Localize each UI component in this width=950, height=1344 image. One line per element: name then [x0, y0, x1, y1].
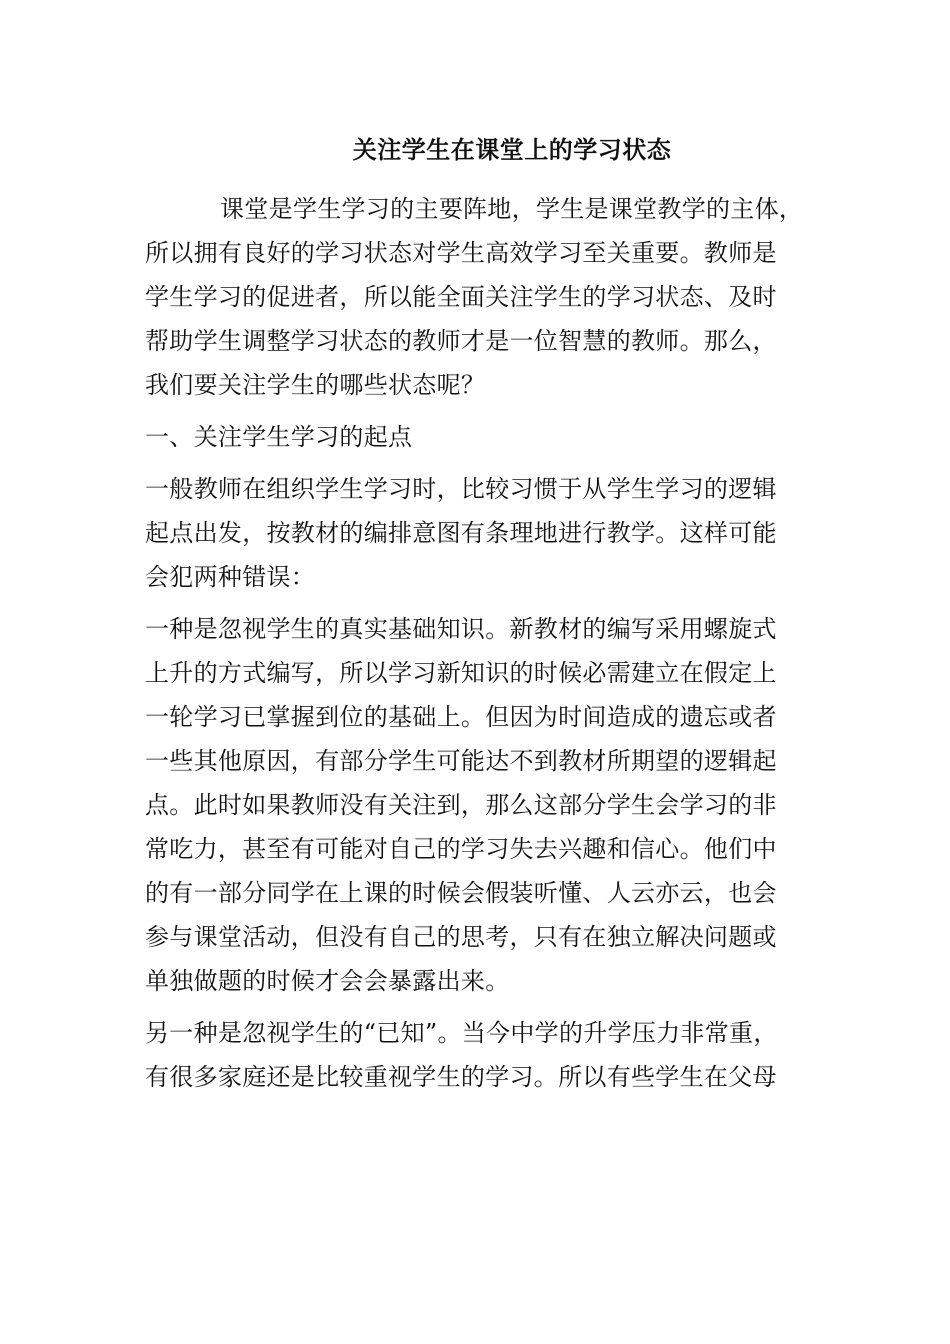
paragraph-3-line-2: 上升的方式编写，所以学习新知识的时候必需建立在假定上 — [145, 659, 777, 687]
document-title: 关注学生在课堂上的学习状态 — [352, 135, 672, 164]
paragraph-1-line-4: 帮助学生调整学习状态的教师才是一位智慧的教师。那么， — [145, 327, 777, 355]
paragraph-1-line-1: 课堂是学生学习的主要阵地，学生是课堂教学的主体， — [220, 195, 804, 223]
paragraph-3-line-8: 参与课堂活动，但没有自己的思考，只有在独立解决问题或 — [145, 923, 777, 951]
paragraph-1-line-3: 学生学习的促进者，所以能全面关注学生的学习状态、及时 — [145, 283, 777, 311]
paragraph-4-line-1: 另一种是忽视学生的“已知”。当今中学的升学压力非常重， — [145, 1019, 778, 1047]
paragraph-1-line-2: 所以拥有良好的学习状态对学生高效学习至关重要。教师是 — [145, 239, 777, 267]
paragraph-3-line-5: 点。此时如果教师没有关注到，那么这部分学生会学习的非 — [145, 791, 777, 819]
paragraph-2-line-1: 一般教师在组织学生学习时，比较习惯于从学生学习的逻辑 — [145, 475, 777, 503]
paragraph-2-line-2: 起点出发，按教材的编排意图有条理地进行教学。这样可能 — [145, 519, 777, 547]
paragraph-gap — [145, 599, 845, 607]
paragraph-4-line-2: 有很多家庭还是比较重视学生的学习。所以有些学生在父母 — [145, 1063, 777, 1091]
paragraph-gap — [145, 407, 845, 415]
paragraph-3-line-7: 的有一部分同学在上课的时候会假装听懂、人云亦云，也会 — [145, 879, 777, 907]
paragraph-2-line-3: 会犯两种错误： — [145, 563, 316, 591]
document-body — [145, 187, 845, 1099]
paragraph-3-line-4: 一些其他原因，有部分学生可能达不到教材所期望的逻辑起 — [145, 747, 777, 775]
paragraph-3-line-3: 一轮学习已掌握到位的基础上。但因为时间造成的遗忘或者 — [145, 703, 777, 731]
paragraph-gap — [145, 459, 845, 467]
paragraph-gap — [145, 1003, 845, 1011]
paragraph-3-line-6: 常吃力，甚至有可能对自己的学习失去兴趣和信心。他们中 — [145, 835, 777, 863]
paragraph-3-line-1: 一种是忽视学生的真实基础知识。新教材的编写采用螺旋式 — [145, 615, 777, 643]
paragraph-1-line-5: 我们要关注学生的哪些状态呢？ — [145, 371, 486, 399]
paragraph-3-line-9: 单独做题的时候才会会暴露出来。 — [145, 967, 510, 995]
section-heading-1: 一、关注学生学习的起点 — [145, 423, 413, 451]
